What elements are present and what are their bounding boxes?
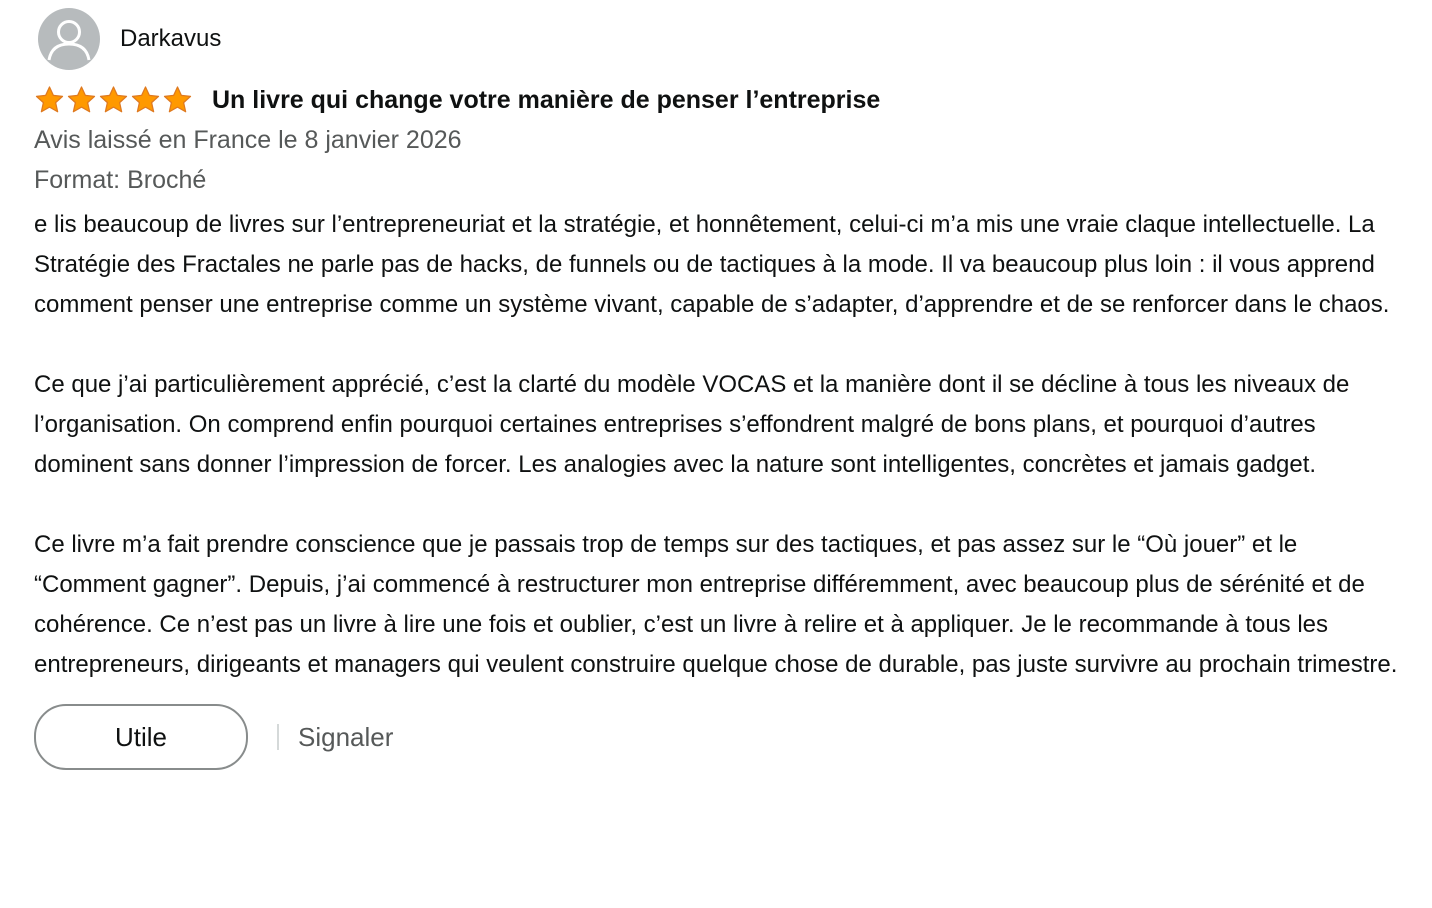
star-icon	[130, 85, 161, 115]
review-title[interactable]: Un livre qui change votre manière de penser l’entreprise	[212, 85, 881, 114]
star-icon	[162, 85, 193, 115]
review-paragraph: Ce que j’ai particulièrement apprécié, c’est la clarté du modèle VOCAS et la manière dont il se décline à tous les niveaux de l’organisation. On comprend enfin pourquoi certaines entreprises s’effondrent malgré de bons plans, et pourquoi d’autres dominent sans donner l’impression de forcer. Les analogies avec la nature sont intelligentes, concrètes et jamais gadget.	[34, 371, 1350, 478]
action-divider	[277, 724, 279, 750]
review-body	[34, 205, 1404, 685]
user-avatar-icon	[38, 8, 100, 70]
review-actions	[34, 705, 1404, 769]
helpful-button[interactable]: Utile	[34, 704, 248, 770]
reviewer-profile[interactable]	[34, 8, 1404, 70]
review-paragraph: e lis beaucoup de livres sur l’entrepreneuriat et la stratégie, et honnêtement, celui-ci m’a mis une vraie claque intellectuelle. La Stratégie des Fractales ne parle pas de hacks, de funnels ou de tactiques à la mode. Il va beaucoup plus loin : il vous apprend comment penser une entreprise comme un système vivant, capable de s’adapter, d’apprendre et de se renforcer dans le chaos.	[34, 211, 1390, 318]
report-link[interactable]: Signaler	[298, 721, 394, 752]
star-icon	[98, 85, 129, 115]
review-date: Avis laissé en France le 8 janvier 2026	[34, 126, 462, 154]
avatar[interactable]	[38, 8, 100, 70]
star-rating[interactable]	[34, 85, 194, 115]
reviewer-name[interactable]: Darkavus	[120, 25, 222, 52]
review-format[interactable]: Format: Broché	[34, 166, 207, 194]
star-icon	[34, 85, 65, 115]
star-icon	[66, 85, 97, 115]
customer-review	[34, 8, 1404, 769]
review-paragraph: Ce livre m’a fait prendre conscience que je passais trop de temps sur des tactiques, et pas assez sur le “Où jouer” et le “Comment gagner”. Depuis, j’ai commencé à restructurer mon entreprise différemment, avec beaucoup plus de sérénité et de cohérence. Ce n’est pas un livre à lire une fois et oublier, c’est un livre à relire et à appliquer. Je le recommande à tous les entrepreneurs, dirigeants et managers qui veulent construire quelque chose de durable, pas juste survivre au prochain trimestre.	[34, 531, 1398, 678]
review-title-row	[34, 80, 1404, 120]
